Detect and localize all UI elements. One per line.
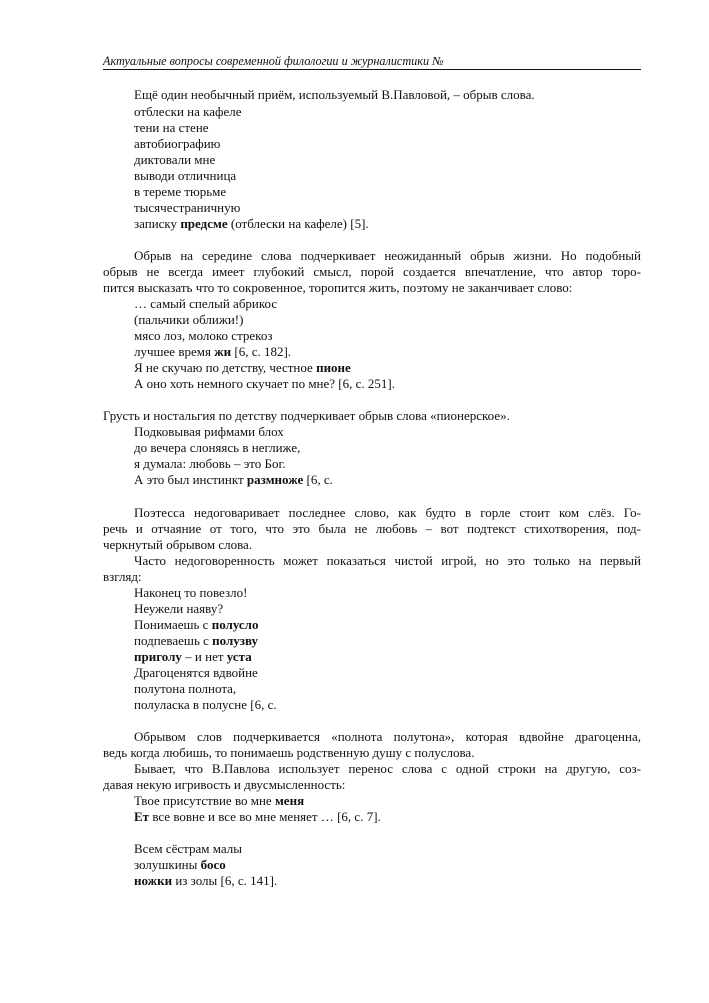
poem-line: в тереме тюрьме [134,184,227,199]
running-header: Актуальные вопросы современной филологии и журналистики № [103,54,444,68]
poem-text: Твое присутствие во мне [134,793,275,808]
poem-text: лучшее время [134,344,215,359]
poem-text: все вовне и все во мне меняет … [6, с. 7]. [149,809,381,824]
poem-line: полуласка в полусне [6, с. [134,697,277,712]
poem-line [134,873,277,889]
poem-line [134,649,252,665]
poem-text: А это был инстинкт [134,472,247,487]
poem-line: А оно хоть немного скучает по мне? [6, с. 251]. [134,376,395,391]
poem-text: (отблески на кафеле) [5]. [227,216,369,231]
poem-line [134,809,381,825]
poem-text: записку [134,216,181,231]
poem-text: подпеваешь с [134,633,213,648]
poem-line: автобиографию [134,136,221,151]
poem-text: Понимаешь с [134,617,212,632]
broken-word: жи [214,344,232,359]
paragraph-line: Грусть и ностальгия по детству подчеркивает обрыв слова «пионерское». [103,408,510,423]
poem-line [134,216,369,232]
paragraph-line: Обрывом слов подчеркивается «полнота полутона», которая вдвойне драгоценна, [134,729,641,744]
paragraph-line: обрыв не всегда имеет глубокий смысл, порой создается впечатление, что автор торо- [103,264,641,279]
poem-line [134,793,304,809]
poem-line: Подковывая рифмами блох [134,424,284,439]
poem-line [134,472,333,488]
poem-text: [6, с. [303,472,333,487]
poem-line: полутона полнота, [134,681,237,696]
poem-text: золушкины [134,857,201,872]
poem-line: Всем сёстрам малы [134,841,242,856]
broken-word: предсме [180,216,228,231]
poem-line: я думала: любовь – это Бог. [134,456,286,471]
paragraph-line: Бывает, что В.Павлова использует перенос слова с одной строки на другую, соз- [134,761,641,776]
poem-line: Неужели наяву? [134,601,224,616]
poem-line: отблески на кафеле [134,104,242,119]
broken-word: полузву [212,633,259,648]
poem-line: тени на стене [134,120,209,135]
poem-line [134,857,226,873]
poem-line: мясо лоз, молоко стрекоз [134,328,273,343]
broken-word: приголу [134,649,182,664]
broken-word: размноже [246,472,304,487]
broken-word: Ет [134,809,150,824]
broken-word: босо [200,857,226,872]
paragraph-line: речь и отчаяние от того, что это была не любовь – вот подтекст стихотворения, под- [103,521,641,536]
poem-line: (пальчики оближи!) [134,312,244,327]
poem-line: выводи отличница [134,168,237,183]
poem-text: Я не скучаю по детству, честное [134,360,317,375]
paragraph-line: Обрыв на середине слова подчеркивает неожиданный обрыв жизни. Но подобный [134,248,641,263]
poem-line: тысячестраничную [134,200,241,215]
poem-text: из золы [6, с. 141]. [172,873,278,888]
paragraph-line: Часто недоговоренность может показаться чистой игрой, но это только на первый [134,553,641,568]
paragraph-line: черкнутый обрывом слова. [103,537,253,552]
paragraph-line: взгляд: [103,569,142,584]
paragraph-line: давая некую игривость и двусмысленность: [103,777,346,792]
paragraph-line: ведь когда любишь, то понимаешь родственную душу с полуслова. [103,745,475,760]
header-rule [103,69,641,70]
poem-line: Наконец то повезло! [134,585,248,600]
poem-text: – и нет [181,649,227,664]
poem-line [134,617,258,633]
poem-line: … самый спелый абрикос [134,296,278,311]
poem-line [134,633,258,649]
broken-word: меня [274,793,305,808]
paragraph-line: Поэтесса недоговаривает последнее слово, как будто в горле стоит ком слёз. Го- [134,505,641,520]
poem-line: Драгоценятся вдвойне [134,665,258,680]
poem-line [134,344,291,360]
broken-word: ножки [134,873,173,888]
intro-sentence: Ещё один необычный приём, используемый В.Павловой, – обрыв слова. [134,87,535,102]
poem-line: до вечера слоняясь в неглиже, [134,440,301,455]
poem-text: [6, с. 182]. [231,344,292,359]
broken-word: полусло [211,617,259,632]
broken-word: уста [226,649,252,664]
paragraph-line: пится высказать что то сокровенное, торопится жить, поэтому не заканчивает слово: [103,280,573,295]
broken-word: пионе [316,360,351,375]
poem-line: диктовали мне [134,152,216,167]
poem-line [134,360,351,376]
